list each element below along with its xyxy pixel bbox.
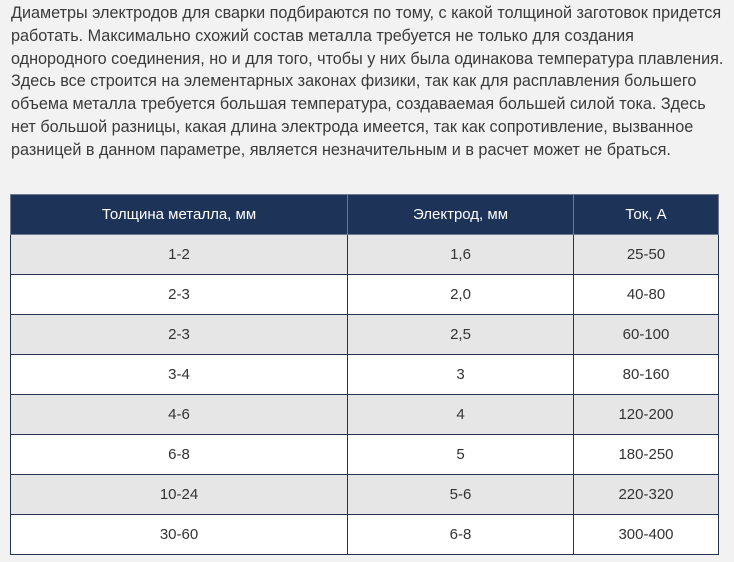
cell-metal-thickness: 10-24 <box>11 475 348 515</box>
cell-current: 300-400 <box>574 515 719 555</box>
table-row <box>11 235 719 275</box>
table-row <box>11 355 719 395</box>
cell-current: 120-200 <box>574 395 719 435</box>
cell-electrode: 1,6 <box>348 235 574 275</box>
header-metal-thickness: Толщина металла, мм <box>11 195 348 235</box>
cell-electrode: 2,0 <box>348 275 574 315</box>
cell-electrode: 5 <box>348 435 574 475</box>
table-row <box>11 315 719 355</box>
header-electrode: Электрод, мм <box>348 195 574 235</box>
table-row <box>11 435 719 475</box>
cell-metal-thickness: 6-8 <box>11 435 348 475</box>
cell-current: 80-160 <box>574 355 719 395</box>
table-row <box>11 475 719 515</box>
header-current: Ток, А <box>574 195 719 235</box>
cell-current: 180-250 <box>574 435 719 475</box>
electrode-table-container <box>10 194 718 555</box>
electrode-table <box>10 194 719 555</box>
header-row <box>11 195 719 235</box>
cell-electrode: 5-6 <box>348 475 574 515</box>
cell-electrode: 2,5 <box>348 315 574 355</box>
intro-paragraph: Диаметры электродов для сварки подбираются по тому, с какой толщиной заготовок придется работать. Максимально схожий состав металла требуется не только для создания однородного соединения, но и для того, чтобы у них была одинакова температура плавления. Здесь все строится на элементарных законах физики, так как для расплавления большего объема металла требуется большая температура, создаваемая большей силой тока. Здесь нет большой разницы, какая длина электрода имеется, так как сопротивление, вызванное разницей в данном параметре, является незначительным и в расчет может не браться. <box>11 4 724 159</box>
cell-current: 40-80 <box>574 275 719 315</box>
table-header <box>11 195 719 235</box>
cell-metal-thickness: 2-3 <box>11 315 348 355</box>
cell-electrode: 6-8 <box>348 515 574 555</box>
cell-metal-thickness: 30-60 <box>11 515 348 555</box>
table-row <box>11 395 719 435</box>
cell-metal-thickness: 4-6 <box>11 395 348 435</box>
table-row <box>11 515 719 555</box>
cell-current: 60-100 <box>574 315 719 355</box>
cell-electrode: 3 <box>348 355 574 395</box>
cell-electrode: 4 <box>348 395 574 435</box>
cell-current: 25-50 <box>574 235 719 275</box>
table-body <box>11 235 719 555</box>
cell-metal-thickness: 1-2 <box>11 235 348 275</box>
cell-metal-thickness: 3-4 <box>11 355 348 395</box>
cell-metal-thickness: 2-3 <box>11 275 348 315</box>
cell-current: 220-320 <box>574 475 719 515</box>
table-row <box>11 275 719 315</box>
